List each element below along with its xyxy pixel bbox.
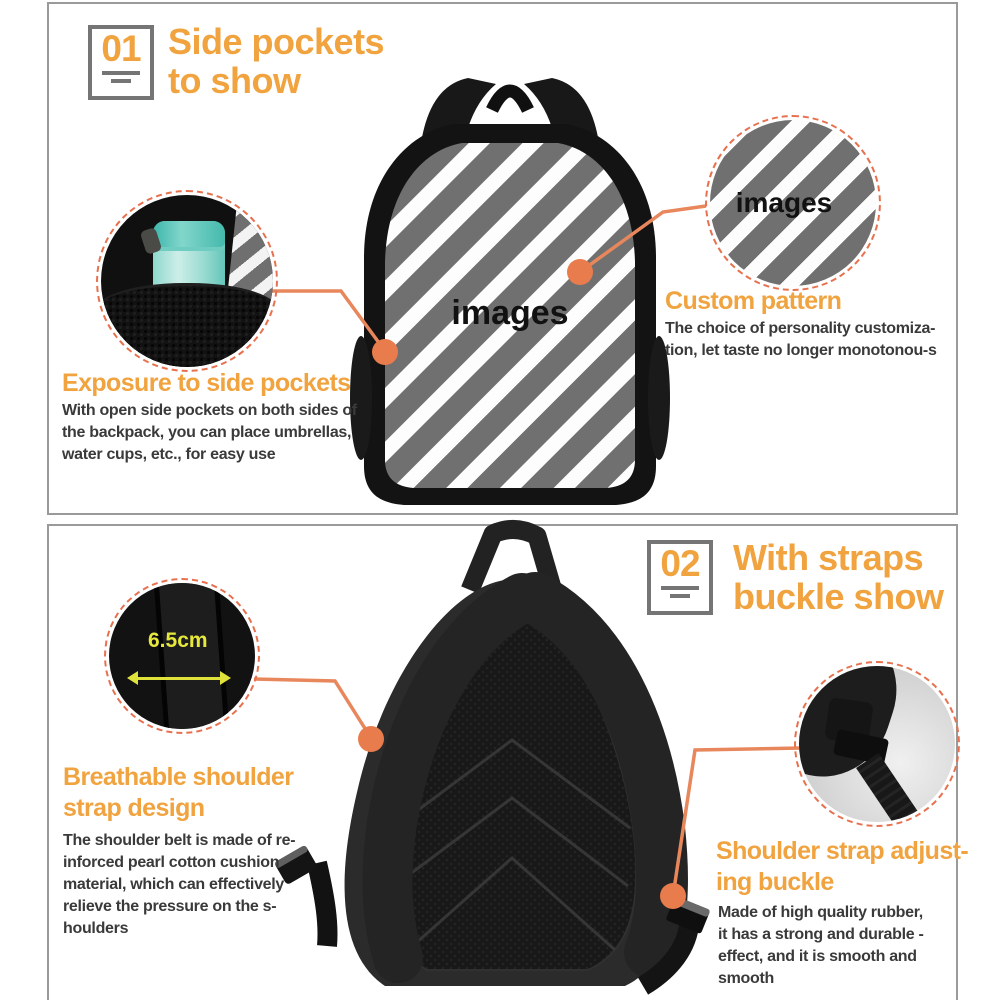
top-handle	[492, 91, 528, 110]
backpack-front-photo	[350, 68, 670, 508]
front-panel-placeholder-text: images	[451, 294, 569, 332]
shoulder-strap-band	[153, 583, 230, 729]
pattern-zoom-circle	[705, 115, 881, 291]
callout-heading-shoulder-strap: Breathable shoulder strap design	[63, 763, 294, 822]
section-number-badge-1	[88, 25, 154, 100]
buckle-closeup	[799, 666, 955, 822]
strap-width-label: 6.5cm	[148, 629, 208, 652]
section-title-1: Side pockets to show	[168, 21, 385, 101]
strap-closeup	[109, 583, 255, 729]
side-pocket-zoom-circle	[96, 190, 278, 372]
callout-body-adjusting-buckle: Made of high quality rubber, it has a strong and durable - effect, and it is smooth and smooth	[718, 904, 924, 987]
callout-heading-side-pockets: Exposure to side pockets	[62, 369, 351, 397]
buckle-zoom-circle	[794, 661, 960, 827]
buckle-strap	[856, 753, 921, 822]
callout-body-shoulder-strap: The shoulder belt is made of re- inforced pearl cotton cushion material, which can effectively relieve the pressure on the s- houlders	[63, 832, 296, 937]
callout-heading-adjusting-buckle: Shoulder strap adjust- ing buckle	[716, 837, 969, 896]
measure-arrow	[137, 677, 221, 680]
callout-heading-custom-pattern: Custom pattern	[665, 287, 842, 315]
pattern-placeholder-text: images	[735, 187, 833, 218]
badge-underline-short	[670, 594, 690, 598]
mesh-pocket	[101, 283, 273, 367]
section-number-badge-2	[647, 540, 713, 615]
section-number-2: 02	[660, 543, 700, 584]
measure-arrowhead-right	[220, 671, 231, 685]
left-strap-webbing	[317, 863, 328, 946]
badge-underline-short	[111, 79, 131, 83]
water-bottle-cap	[153, 221, 225, 251]
section-number-1: 01	[101, 28, 141, 69]
callout-body-side-pockets: With open side pockets on both sides of the backpack, you can place umbrellas, water cups, etc., for easy use	[62, 402, 357, 463]
measure-arrowhead-left	[127, 671, 138, 685]
section-title-2: With straps buckle show	[733, 537, 944, 617]
water-bottle-photo	[101, 195, 273, 367]
callout-body-custom-pattern: The choice of personality customiza- tion, let taste no longer monotonou-s	[665, 320, 937, 359]
pattern-closeup	[710, 120, 876, 286]
strap-width-zoom-circle	[104, 578, 260, 734]
badge-underline	[102, 71, 140, 75]
badge-underline	[661, 586, 699, 590]
